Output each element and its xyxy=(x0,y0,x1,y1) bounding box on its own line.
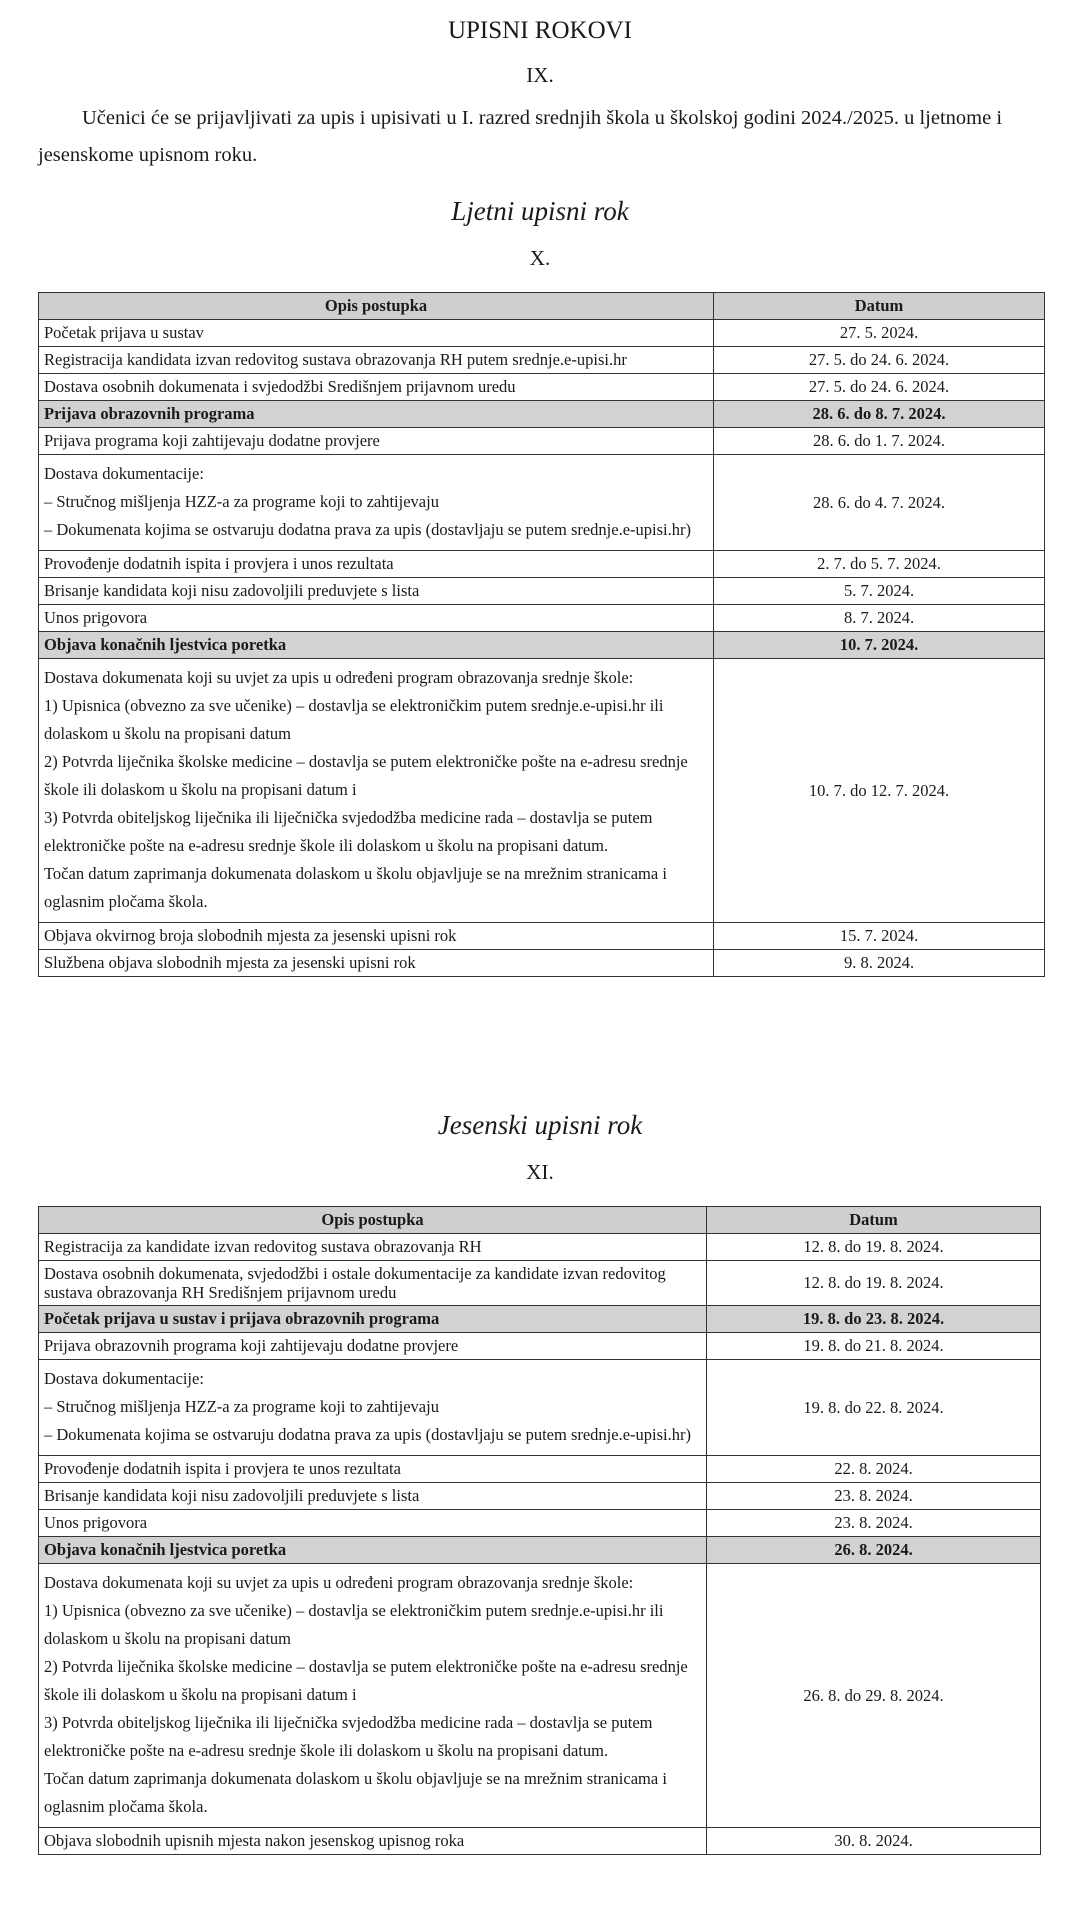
row-text-line: 2) Potvrda liječnika školske medicine – dostavlja se putem elektroničke pošte na e-adresu srednje škole ili dolaskom u školu na propisani datum i xyxy=(44,752,688,799)
row-description: Unos prigovora xyxy=(39,1510,707,1537)
row-date: 27. 5. 2024. xyxy=(714,320,1045,347)
row-date: 12. 8. do 19. 8. 2024. xyxy=(707,1261,1041,1306)
row-text-line: 3) Potvrda obiteljskog liječnika ili liječnička svjedodžba medicine rada – dostavlja se putem elektroničke pošte na e-adresu srednje škole ili dolaskom u školu na propisani datum. xyxy=(44,808,653,855)
row-date: 23. 8. 2024. xyxy=(707,1510,1041,1537)
row-description: Brisanje kandidata koji nisu zadovoljili preduvjete s lista xyxy=(39,1483,707,1510)
row-text-line: Točan datum zaprimanja dokumenata dolaskom u školu objavljuje se na mrežnim stranicama i oglasnim pločama škola. xyxy=(44,864,667,911)
row-text-line: 1) Upisnica (obvezno za sve učenike) – dostavlja se elektroničkim putem srednje.e-upisi.hr ili dolaskom u školu na propisani datum xyxy=(44,1601,664,1648)
row-description: Brisanje kandidata koji nisu zadovoljili preduvjete s lista xyxy=(39,578,714,605)
row-date: 27. 5. do 24. 6. 2024. xyxy=(714,374,1045,401)
row-date: 8. 7. 2024. xyxy=(714,605,1045,632)
table-row xyxy=(39,950,1045,977)
article-number-ix: IX. xyxy=(526,63,554,87)
row-description: Registracija kandidata izvan redovitog sustava obrazovanja RH putem srednje.e-upisi.hr xyxy=(39,347,714,374)
column-header-date: Datum xyxy=(714,293,1045,320)
row-description: Objava okvirnog broja slobodnih mjesta za jesenski upisni rok xyxy=(39,923,714,950)
autumn-schedule-table xyxy=(38,1206,1041,1855)
table-row xyxy=(39,374,1045,401)
row-text-line: 3) Potvrda obiteljskog liječnika ili liječnička svjedodžba medicine rada – dostavlja se putem elektroničke pošte na e-adresu srednje škole ili dolaskom u školu na propisani datum. xyxy=(44,1713,653,1760)
table-row xyxy=(39,1483,1041,1510)
row-date: 30. 8. 2024. xyxy=(707,1828,1041,1855)
table-row xyxy=(39,1261,1041,1306)
row-description: Početak prijava u sustav xyxy=(39,320,714,347)
row-text-line: 2) Potvrda liječnika školske medicine – dostavlja se putem elektroničke pošte na e-adresu srednje škole ili dolaskom u školu na propisani datum i xyxy=(44,1657,688,1704)
row-text-line: Dostava dokumentacije: xyxy=(44,464,204,483)
table-row xyxy=(39,605,1045,632)
table-row xyxy=(39,1333,1041,1360)
row-date: 10. 7. 2024. xyxy=(714,632,1045,659)
table-row xyxy=(39,1234,1041,1261)
row-text-line: Dostava dokumenata koji su uvjet za upis u određeni program obrazovanja srednje škole: xyxy=(44,668,634,687)
row-date: 19. 8. do 21. 8. 2024. xyxy=(707,1333,1041,1360)
table-row xyxy=(39,551,1045,578)
row-date: 27. 5. do 24. 6. 2024. xyxy=(714,347,1045,374)
row-date: 26. 8. do 29. 8. 2024. xyxy=(707,1564,1041,1828)
table-row xyxy=(39,1564,1041,1828)
table-row xyxy=(39,578,1045,605)
summer-section-heading: Ljetni upisni rok xyxy=(451,196,629,226)
table-row xyxy=(39,455,1045,551)
row-text-line: – Stručnog mišljenja HZZ-a za programe koji to zahtijevaju xyxy=(44,492,439,511)
table-row xyxy=(39,428,1045,455)
row-description: Prijava obrazovnih programa xyxy=(39,401,714,428)
column-header-description: Opis postupka xyxy=(39,293,714,320)
document-title: UPISNI ROKOVI xyxy=(447,17,633,44)
row-date: 2. 7. do 5. 7. 2024. xyxy=(714,551,1045,578)
column-header-description: Opis postupka xyxy=(39,1207,707,1234)
row-text-line: – Dokumenata kojima se ostvaruju dodatna prava za upis (dostavljaju se putem srednje.e-upisi.hr) xyxy=(44,520,691,539)
table-row xyxy=(39,1360,1041,1456)
intro-paragraph: Učenici će se prijavljivati za upis i upisivati u I. razred srednjih škola u školskoj godini 2024./2025. u ljetnome i jesenskome upisnom roku. xyxy=(38,107,1003,166)
row-date: 28. 6. do 8. 7. 2024. xyxy=(714,401,1045,428)
table-row-highlighted xyxy=(39,401,1045,428)
row-description xyxy=(39,1360,707,1456)
article-number-x: X. xyxy=(529,246,551,270)
table-row-highlighted xyxy=(39,1537,1041,1564)
row-description: Prijava programa koji zahtijevaju dodatne provjere xyxy=(39,428,714,455)
row-description xyxy=(39,455,714,551)
table-row xyxy=(39,320,1045,347)
table-row xyxy=(39,1828,1041,1855)
row-date: 28. 6. do 4. 7. 2024. xyxy=(714,455,1045,551)
row-date: 19. 8. do 23. 8. 2024. xyxy=(707,1306,1041,1333)
table-row-highlighted xyxy=(39,632,1045,659)
row-description xyxy=(39,659,714,923)
row-date: 28. 6. do 1. 7. 2024. xyxy=(714,428,1045,455)
row-description: Unos prigovora xyxy=(39,605,714,632)
row-text-line: – Stručnog mišljenja HZZ-a za programe koji to zahtijevaju xyxy=(44,1397,439,1416)
row-description: Provođenje dodatnih ispita i provjera i unos rezultata xyxy=(39,551,714,578)
row-date: 19. 8. do 22. 8. 2024. xyxy=(707,1360,1041,1456)
row-date: 23. 8. 2024. xyxy=(707,1483,1041,1510)
row-date: 22. 8. 2024. xyxy=(707,1456,1041,1483)
row-description: Početak prijava u sustav i prijava obrazovnih programa xyxy=(39,1306,707,1333)
row-date: 15. 7. 2024. xyxy=(714,923,1045,950)
row-description: Prijava obrazovnih programa koji zahtijevaju dodatne provjere xyxy=(39,1333,707,1360)
row-description xyxy=(39,1261,707,1306)
table-row xyxy=(39,923,1045,950)
autumn-section-heading: Jesenski upisni rok xyxy=(437,1110,643,1140)
row-date: 26. 8. 2024. xyxy=(707,1537,1041,1564)
row-text-line: 1) Upisnica (obvezno za sve učenike) – dostavlja se elektroničkim putem srednje.e-upisi.hr ili dolaskom u školu na propisani datum xyxy=(44,696,664,743)
summer-schedule-table xyxy=(38,292,1045,977)
row-text: Dostava osobnih dokumenata, svjedodžbi i ostale dokumentacije za kandidate izvan redovitog sustava obrazovanja RH Središnjem prijavnom uredu xyxy=(44,1264,666,1302)
article-number-xi: XI. xyxy=(526,1160,554,1184)
row-description: Dostava osobnih dokumenata i svjedodžbi Središnjem prijavnom uredu xyxy=(39,374,714,401)
row-description xyxy=(39,1564,707,1828)
row-date: 5. 7. 2024. xyxy=(714,578,1045,605)
row-text-line: Dostava dokumentacije: xyxy=(44,1369,204,1388)
table-row xyxy=(39,1456,1041,1483)
row-date: 9. 8. 2024. xyxy=(714,950,1045,977)
row-description: Objava konačnih ljestvica poretka xyxy=(39,1537,707,1564)
row-description: Provođenje dodatnih ispita i provjera te unos rezultata xyxy=(39,1456,707,1483)
row-description: Registracija za kandidate izvan redovitog sustava obrazovanja RH xyxy=(39,1234,707,1261)
table-row xyxy=(39,659,1045,923)
row-description: Službena objava slobodnih mjesta za jesenski upisni rok xyxy=(39,950,714,977)
row-description: Objava konačnih ljestvica poretka xyxy=(39,632,714,659)
table-row xyxy=(39,1510,1041,1537)
table-row xyxy=(39,347,1045,374)
row-text-line: Dostava dokumenata koji su uvjet za upis u određeni program obrazovanja srednje škole: xyxy=(44,1573,634,1592)
column-header-date: Datum xyxy=(707,1207,1041,1234)
row-description: Objava slobodnih upisnih mjesta nakon jesenskog upisnog roka xyxy=(39,1828,707,1855)
row-date: 12. 8. do 19. 8. 2024. xyxy=(707,1234,1041,1261)
row-text-line: Točan datum zaprimanja dokumenata dolaskom u školu objavljuje se na mrežnim stranicama i oglasnim pločama škola. xyxy=(44,1769,667,1816)
row-date: 10. 7. do 12. 7. 2024. xyxy=(714,659,1045,923)
table-row-highlighted xyxy=(39,1306,1041,1333)
row-text-line: – Dokumenata kojima se ostvaruju dodatna prava za upis (dostavljaju se putem srednje.e-upisi.hr) xyxy=(44,1425,691,1444)
